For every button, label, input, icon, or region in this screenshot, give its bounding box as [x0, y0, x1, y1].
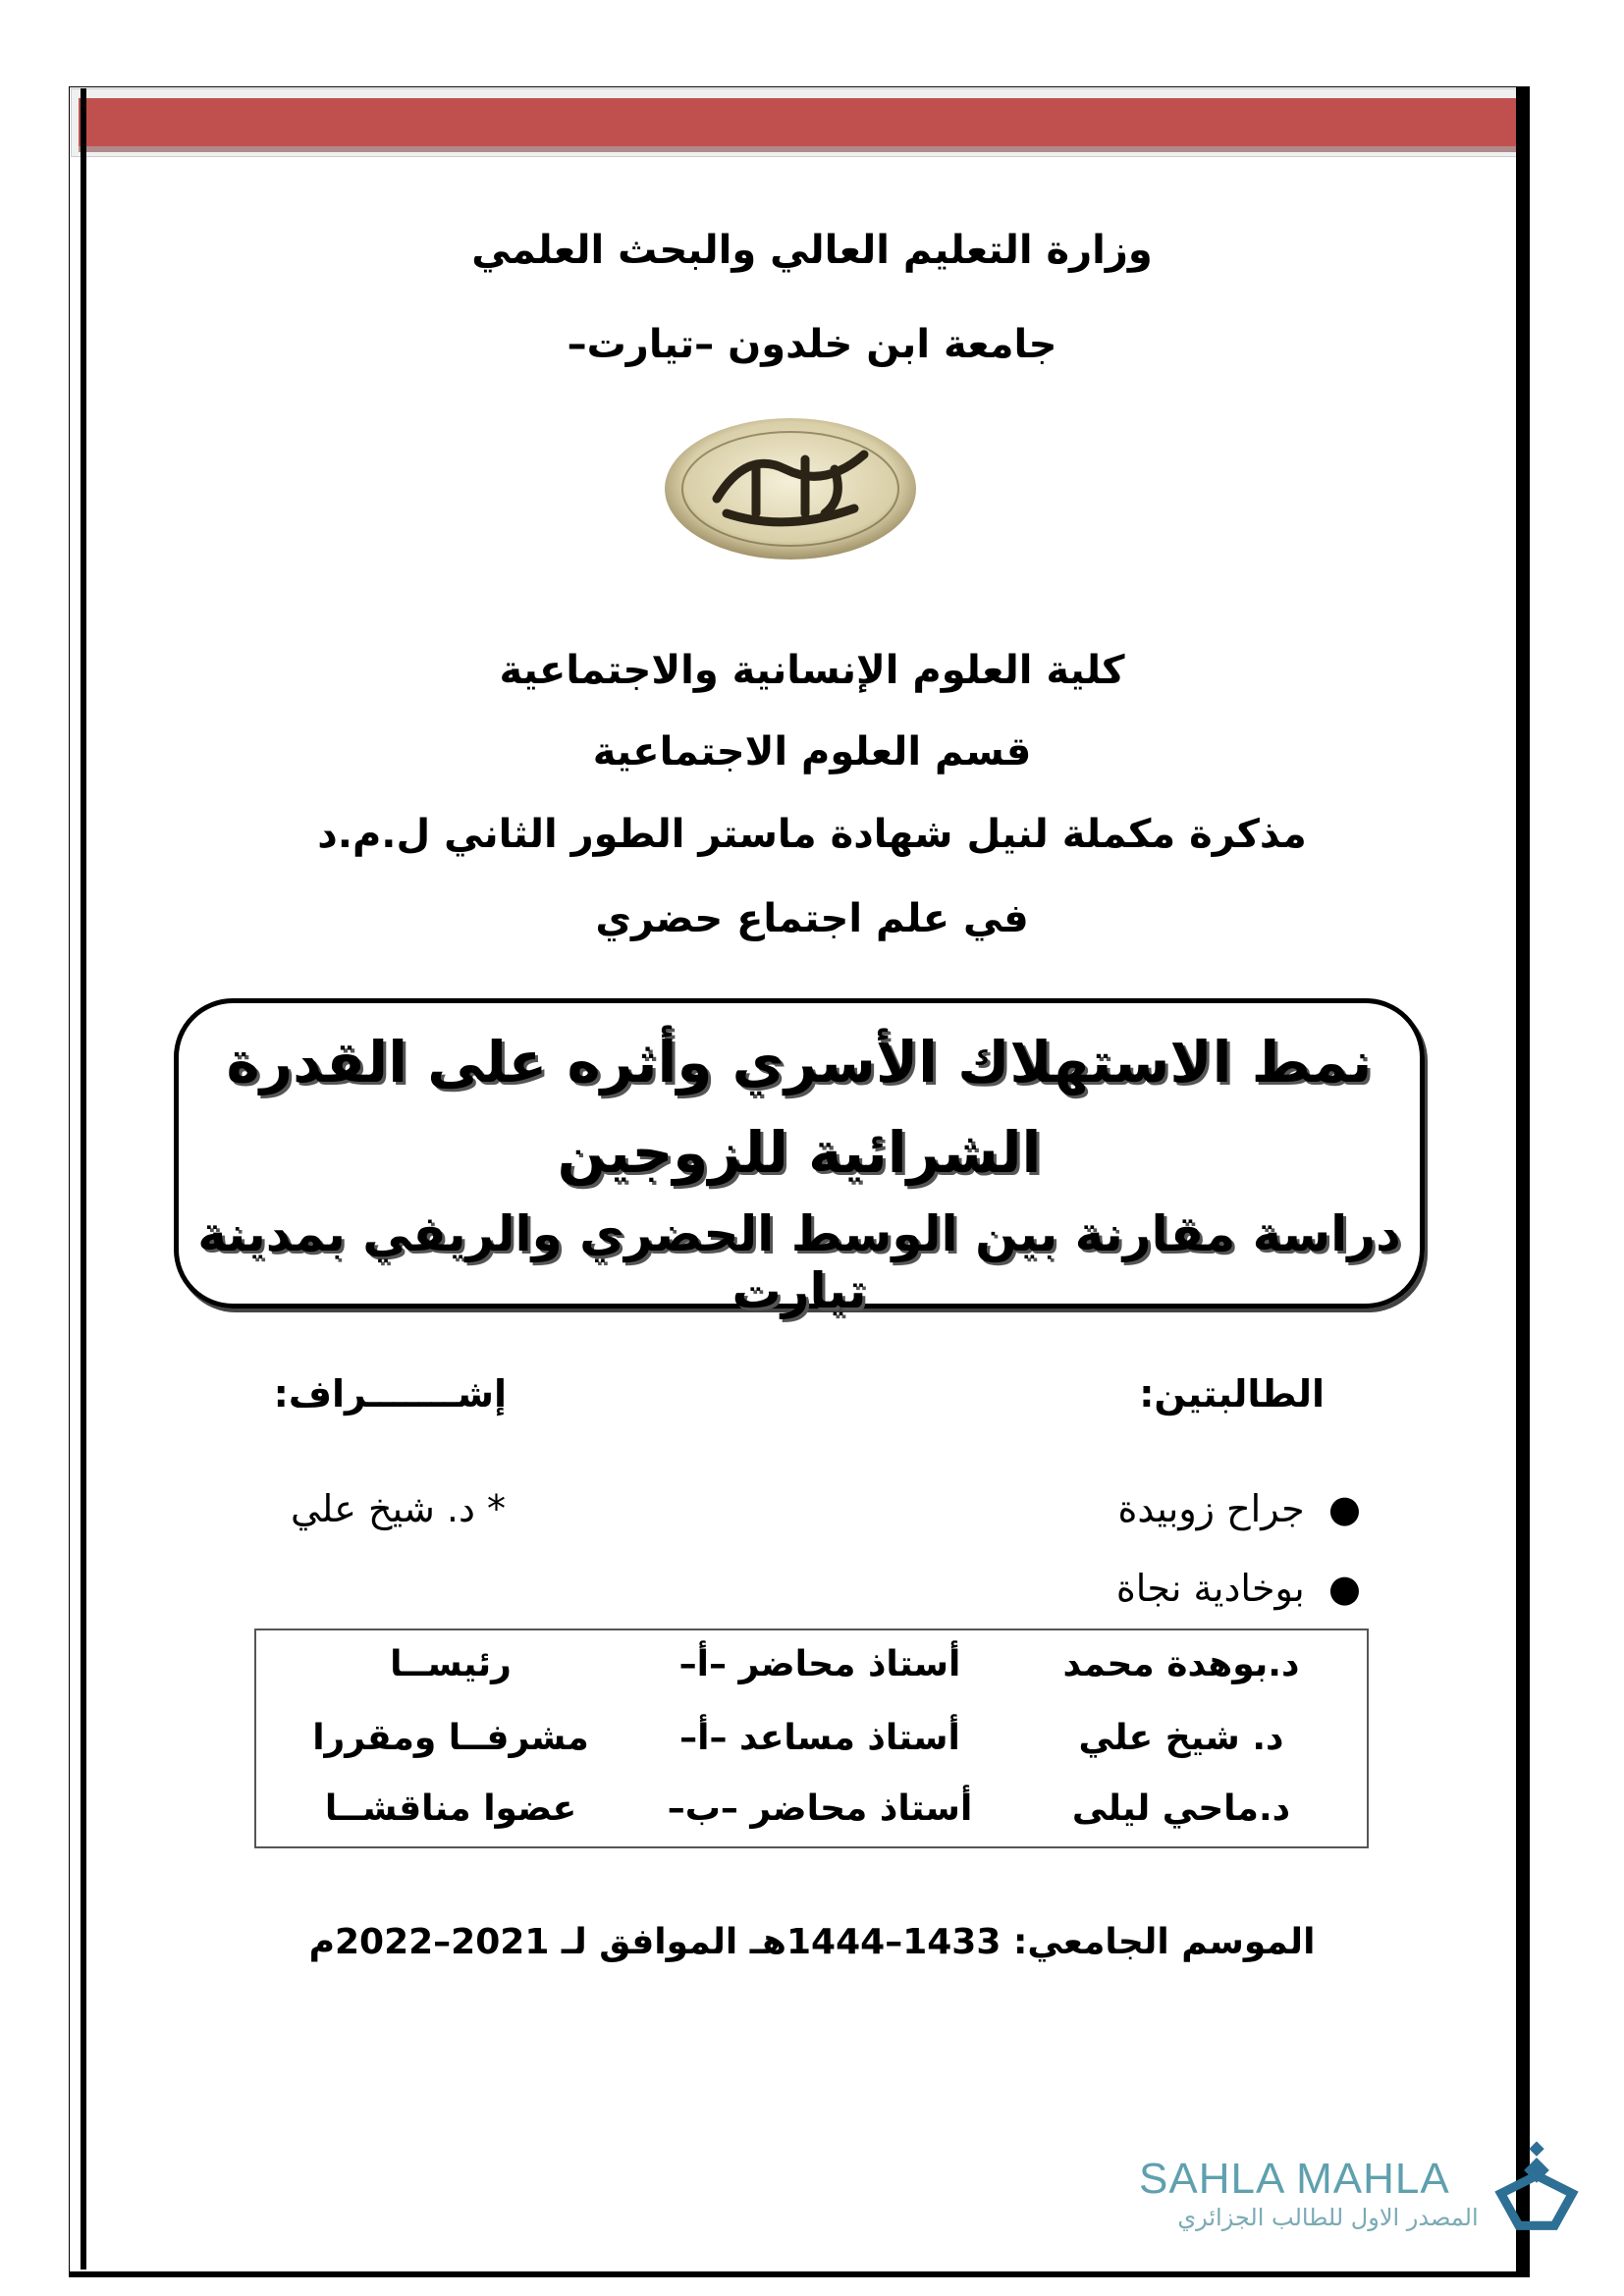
thesis-subtitle: دراسة مقارنة بين الوسط الحضري والريفي بمدينة تيارت [197, 1205, 1401, 1319]
student-item [1116, 1567, 1361, 1610]
students-label: الطالبتين: [1139, 1372, 1325, 1415]
watermark-tagline: المصدر الاول للطالب الجزائري [1177, 2204, 1479, 2231]
member-rank: أستاذ مساعد –أ– [679, 1718, 960, 1758]
sahla-mahla-logo-icon [1483, 2140, 1591, 2238]
watermark-brand: SAHLA MAHLA [1139, 2155, 1450, 2203]
member-name: د.بوهدة محمد [1062, 1644, 1300, 1684]
member-rank: أستاذ محاضر –أ– [678, 1644, 961, 1684]
thesis-title-line2: الشرائية للزوجين [557, 1119, 1042, 1186]
member-name: د.ماحي ليلى [1071, 1789, 1291, 1829]
member-role: مشرفــا ومقررا [312, 1718, 589, 1758]
member-name: د. شيخ علي [1078, 1718, 1284, 1758]
bullet-icon: ● [1304, 1487, 1361, 1530]
member-role: عضوا مناقشــا [324, 1789, 577, 1829]
university-logo [658, 405, 923, 567]
member-role: رئيســا [390, 1644, 512, 1684]
academic-year: الموسم الجامعي: 1433–1444هـ الموافق لـ 2021–2022م [308, 1922, 1316, 1962]
member-rank: أستاذ محاضر –ب– [667, 1789, 973, 1829]
bullet-icon: ● [1304, 1567, 1361, 1610]
student-name: جراح زوبيدة [1117, 1487, 1305, 1530]
student-name: بوخادية نجاة [1115, 1567, 1305, 1610]
student-item [1117, 1487, 1361, 1530]
ministry-name: وزارة التعليم العالي والبحث العلمي [471, 228, 1153, 273]
faculty-name: كلية العلوم الإنسانية والاجتماعية [499, 648, 1125, 693]
field-of-study: في علم اجتماع حضري [595, 896, 1029, 941]
supervisor-name: * د. شيخ علي [291, 1487, 507, 1530]
department-name: قسم العلوم الاجتماعية [592, 729, 1032, 774]
memo-description: مذكرة مكملة لنيل شهادة ماستر الطور الثاني ل.م.د [317, 812, 1307, 857]
university-name: جامعة ابن خلدون –تيارت– [567, 322, 1057, 367]
thesis-title-line1: نمط الاستهلاك الأسري وأثره على القدرة [226, 1029, 1373, 1095]
supervision-label: إشـــــــراف: [273, 1372, 507, 1415]
